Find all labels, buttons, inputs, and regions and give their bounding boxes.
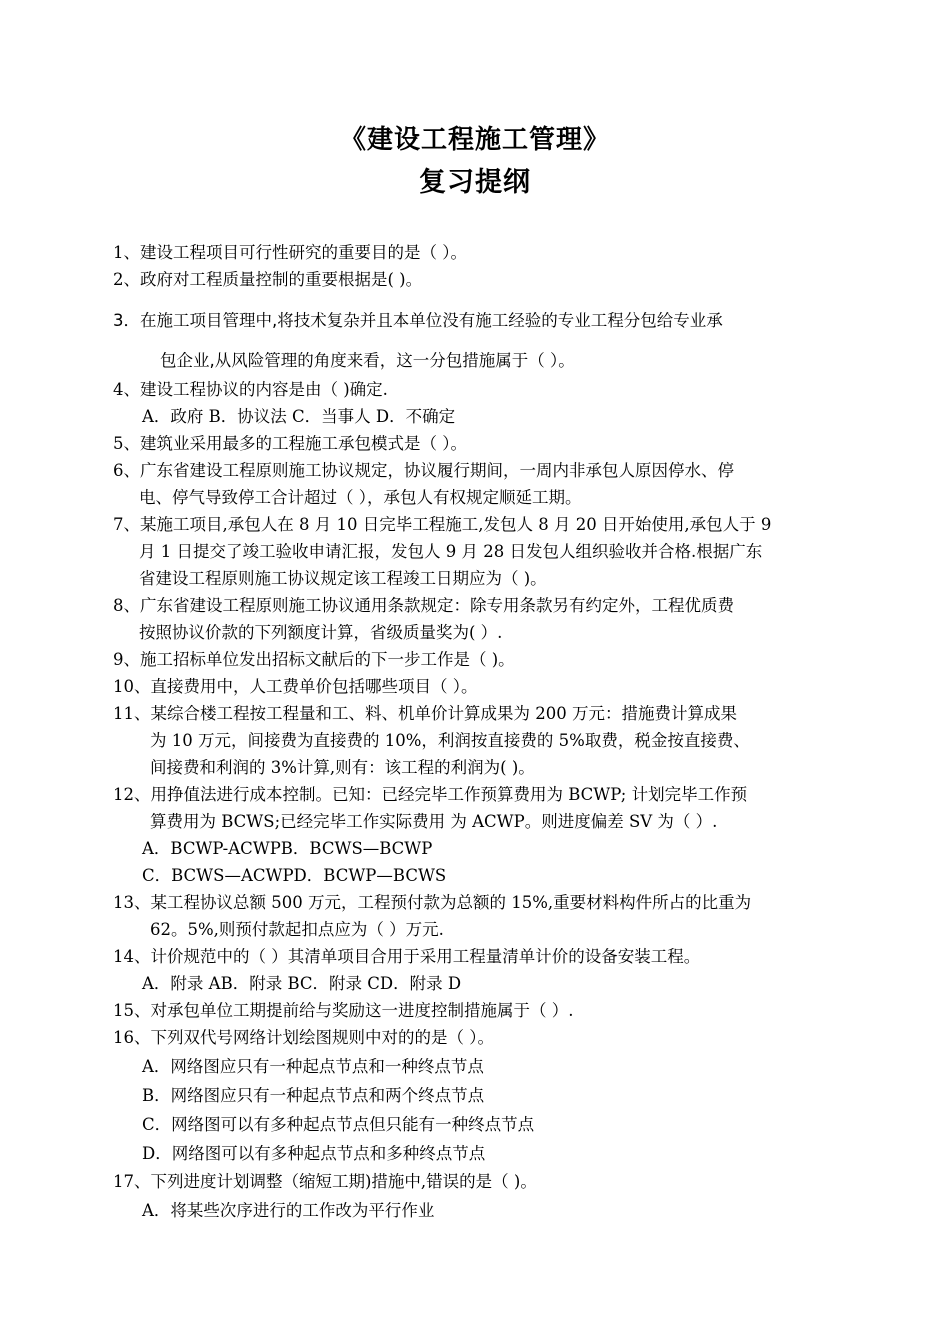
question-16-option-b: B．网络图应只有一种起点节点和两个终点节点 xyxy=(142,1086,485,1105)
question-1: 1、建设工程项目可行性研究的重要目的是（ ）。 xyxy=(113,243,467,262)
question-7-continued: 省建设工程原则施工协议规定该工程竣工日期应为（ )。 xyxy=(139,569,547,588)
question-12: 12、用挣值法进行成本控制。已知：已经完毕工作预算费用为 BCWP; 计划完毕工作预 xyxy=(113,785,748,804)
question-16-option-d: D．网络图可以有多种起点节点和多种终点节点 xyxy=(142,1144,486,1163)
question-14-options: A．附录 AB．附录 BC．附录 CD．附录 D xyxy=(142,974,462,993)
question-12-continued: 算费用为 BCWS;已经完毕工作实际费用 为 ACWP。则进度偏差 SV 为（ ）. xyxy=(150,812,718,831)
question-6-continued: 电、停气导致停工合计超过（ ），承包人有权规定顺延工期。 xyxy=(139,488,582,507)
question-4: 4、建设工程协议的内容是由（ )确定. xyxy=(113,380,388,399)
question-6: 6、广东省建设工程原则施工协议规定，协议履行期间，一周内非承包人原因停水、停 xyxy=(113,461,734,480)
question-17-option-a: A．将某些次序进行的工作改为平行作业 xyxy=(142,1201,435,1220)
question-11: 11、某综合楼工程按工程量和工、料、机单价计算成果为 200 万元：措施费计算成果 xyxy=(113,704,737,723)
question-16-option-a: A．网络图应只有一种起点节点和一种终点节点 xyxy=(142,1057,484,1076)
question-13: 13、某工程协议总额 500 万元，工程预付款为总额的 15%,重要材料构件所占的比重为 xyxy=(113,893,752,912)
question-8: 8、广东省建设工程原则施工协议通用条款规定：除专用条款另有约定外，工程优质费 xyxy=(113,596,734,615)
question-3: 3．在施工项目管理中,将技术复杂并且本单位没有施工经验的专业工程分包给专业承 xyxy=(113,311,723,330)
question-17: 17、下列进度计划调整（缩短工期)措施中,错误的是（ )。 xyxy=(113,1172,537,1191)
question-4-options: A．政府 B．协议法 C．当事人 D．不确定 xyxy=(142,407,456,426)
question-16-option-c: C．网络图可以有多种起点节点但只能有一种终点节点 xyxy=(142,1115,535,1134)
question-7-continued: 月 1 日提交了竣工验收申请汇报，发包人 9 月 28 日发包人组织验收并合格.根据广东 xyxy=(139,542,763,561)
question-15: 15、对承包单位工期提前给与奖励这一进度控制措施属于（ ）. xyxy=(113,1001,574,1020)
question-13-continued: 62。5%,则预付款起扣点应为（ ）万元. xyxy=(150,920,444,939)
question-11-continued: 间接费和利润的 3%计算,则有：该工程的利润为( )。 xyxy=(150,758,535,777)
question-5: 5、建筑业采用最多的工程施工承包模式是（ ）。 xyxy=(113,434,467,453)
question-14: 14、计价规范中的（ ）其清单项目合用于采用工程量清单计价的设备安装工程。 xyxy=(113,947,701,966)
question-16: 16、下列双代号网络计划绘图规则中对的的是（ ）。 xyxy=(113,1028,494,1047)
question-9: 9、施工招标单位发出招标文献后的下一步工作是（ )。 xyxy=(113,650,515,669)
question-12-options: C．BCWS—ACWPD．BCWP—BCWS xyxy=(142,866,447,885)
question-2: 2、政府对工程质量控制的重要根据是( )。 xyxy=(113,270,423,289)
question-8-continued: 按照协议价款的下列额度计算，省级质量奖为( ）. xyxy=(139,623,503,642)
question-7: 7、某施工项目,承包人在 8 月 10 日完毕工程施工,发包人 8 月 20 日开始使用,承包人于 9 xyxy=(113,515,772,534)
question-3-continued: 包企业,从风险管理的角度来看，这一分包措施属于（ ）。 xyxy=(160,351,575,370)
question-11-continued: 为 10 万元，间接费为直接费的 10%，利润按直接费的 5%取费，税金按直接费、 xyxy=(150,731,750,750)
document-title: 《建设工程施工管理》 xyxy=(339,125,610,155)
question-10: 10、直接费用中，人工费单价包括哪些项目（ ）。 xyxy=(113,677,478,696)
document-subtitle: 复习提纲 xyxy=(419,167,531,198)
question-12-options: A．BCWP-ACWPB．BCWS—BCWP xyxy=(142,839,433,858)
